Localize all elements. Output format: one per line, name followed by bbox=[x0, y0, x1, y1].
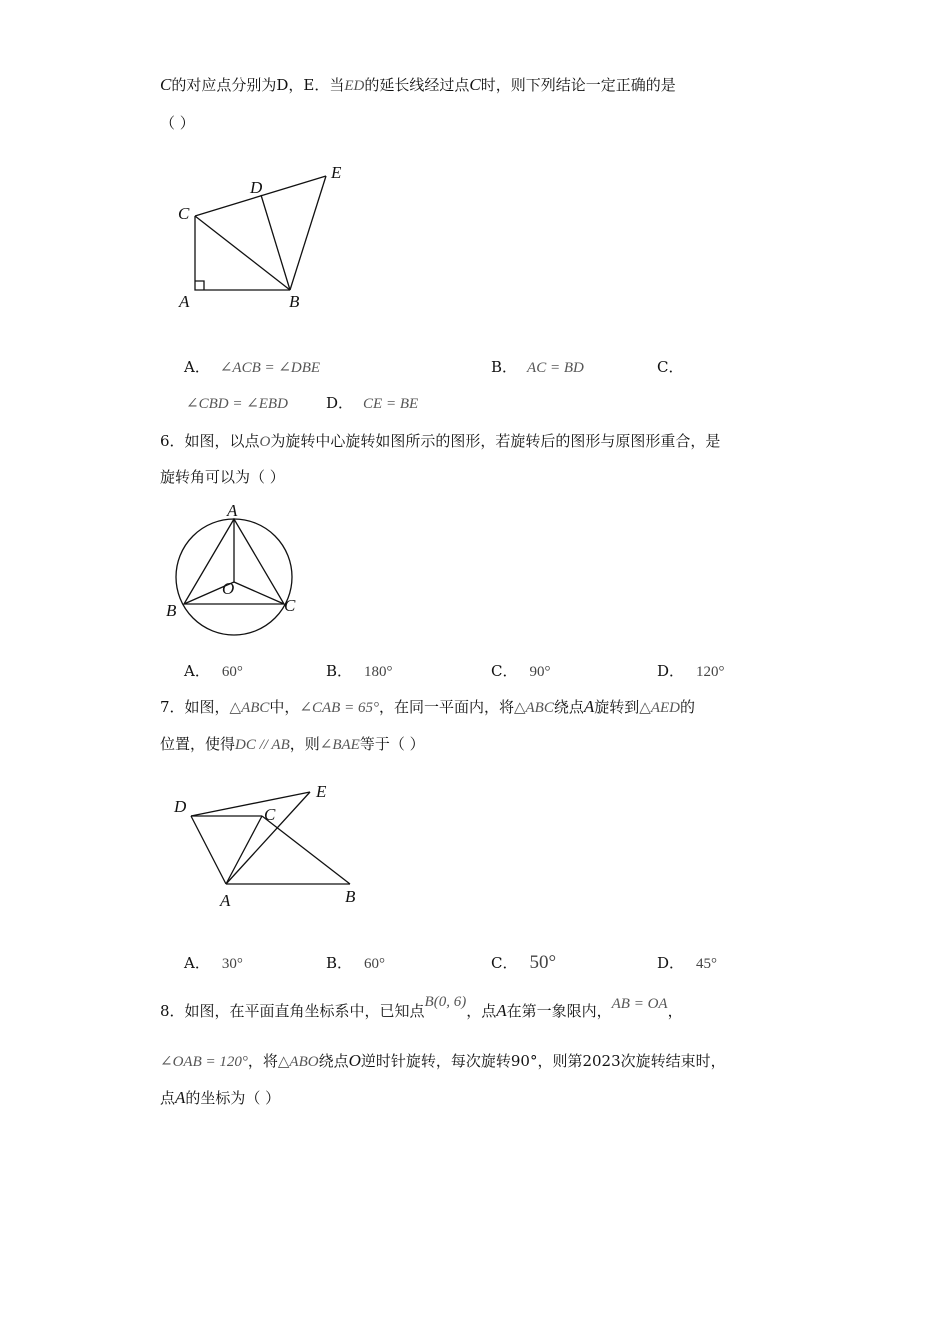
q7-label-a: A bbox=[220, 891, 231, 910]
q7-stem-line1: 7．如图，△ABC中，∠CAB = 65°，在同一平面内，将△ABC绕点A旋转到△AED的 bbox=[160, 697, 695, 716]
q5-label-c: C bbox=[178, 204, 190, 223]
q5-label-a: A bbox=[179, 292, 190, 311]
q6-label-b: B bbox=[166, 601, 177, 620]
q6-option-b[interactable]: B． 180° bbox=[326, 662, 393, 680]
q5-label-d: D bbox=[250, 178, 263, 197]
q8-stem-line3: 点A的坐标为（ ） bbox=[160, 1088, 281, 1107]
q5-stem-line2: （ ） bbox=[160, 114, 195, 132]
q7-label-d: D bbox=[174, 797, 187, 816]
q7-label-c: C bbox=[264, 805, 276, 824]
q5-label-e: E bbox=[331, 163, 342, 182]
q6-stem-line1: 6．如图，以点O为旋转中心旋转如图所示的图形，若旋转后的图形与原图形重合，是 bbox=[160, 432, 721, 450]
q5-option-a[interactable]: A． ∠ACB = ∠DBE bbox=[184, 358, 321, 376]
q6-option-a[interactable]: A． 60° bbox=[184, 662, 243, 680]
q6-stem-line2: 旋转角可以为（ ） bbox=[160, 468, 285, 486]
q5-figure bbox=[170, 160, 370, 320]
q7-option-b[interactable]: B． 60° bbox=[326, 954, 386, 972]
q5-option-c-math: ∠CBD = ∠EBD bbox=[186, 396, 288, 412]
q5-segment-db bbox=[261, 195, 290, 290]
q5-point-c: C bbox=[160, 75, 172, 94]
q6-label-a: A bbox=[227, 501, 238, 520]
q7-option-d[interactable]: D． 45° bbox=[657, 954, 718, 972]
q6-label-o: O bbox=[222, 579, 235, 598]
q7-label-b: B bbox=[345, 887, 356, 906]
q8-stem-line2: ∠OAB = 120°，将△ABO绕点O逆时针旋转，每次旋转90°，则第2023次旋转结束时， bbox=[160, 1051, 726, 1070]
q7-label-e: E bbox=[316, 782, 327, 801]
q7-option-c[interactable]: C． 50° bbox=[491, 952, 557, 973]
q5-segment-cb bbox=[195, 216, 290, 290]
q6-option-c[interactable]: C． 90° bbox=[491, 662, 551, 680]
q5-right-angle-mark bbox=[195, 281, 204, 290]
q5-segment-eb bbox=[290, 176, 326, 290]
q6-segment-oc bbox=[234, 582, 284, 604]
q5-label-b: B bbox=[289, 292, 300, 311]
q5-option-d[interactable]: D． CE = BE bbox=[326, 394, 419, 412]
q8-stem-line1: 8．如图，在平面直角坐标系中，已知点B(0, 6)，点A在第一象限内，AB = OA， bbox=[160, 994, 683, 1020]
q5-stem-line1: C的对应点分别为D，E．当ED的延长线经过点C时，则下列结论一定正确的是 bbox=[160, 75, 676, 94]
q5-option-b[interactable]: B． AC = BD bbox=[491, 358, 584, 376]
q5-option-c-letter[interactable]: C． bbox=[657, 358, 684, 376]
q7-figure bbox=[170, 778, 370, 918]
q6-option-d[interactable]: D． 120° bbox=[657, 662, 725, 680]
q7-stem-line2: 位置，使得DC // AB，则∠BAE等于（ ） bbox=[160, 735, 425, 753]
q6-figure bbox=[160, 500, 320, 640]
q6-point-o: O bbox=[259, 434, 271, 450]
q6-label-c: C bbox=[284, 596, 296, 615]
q7-segment-ad bbox=[191, 816, 226, 884]
q7-segment-cb bbox=[262, 816, 350, 884]
q7-option-a[interactable]: A． 30° bbox=[184, 954, 243, 972]
q5-math-ed: ED bbox=[344, 78, 365, 94]
